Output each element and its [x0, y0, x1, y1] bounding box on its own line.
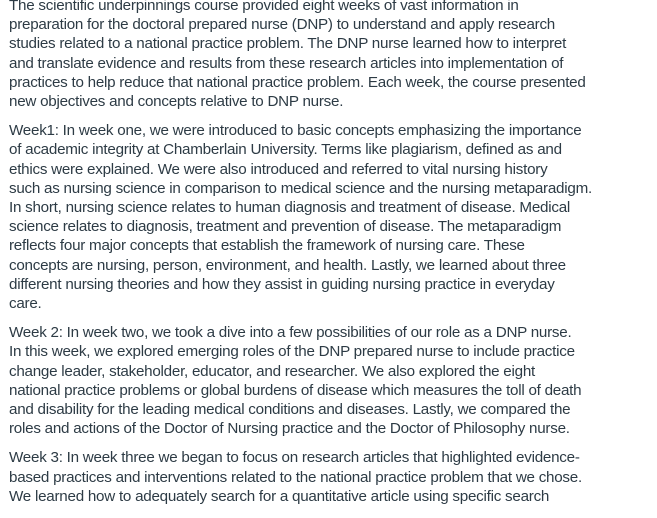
- text-line: ethics were explained. We were also introduced and referred to vital nursing history: [9, 160, 548, 178]
- text-line: We learned how to adequately search for a quantitative article using specific search: [9, 487, 550, 505]
- text-line: Week 2: In week two, we took a dive into a few possibilities of our role as a DNP nurse.: [9, 324, 572, 342]
- text-line: national practice problems or global burdens of disease which measures the toll of death: [9, 381, 582, 399]
- week3-paragraph: [9, 448, 651, 506]
- text-line: reflects four major concepts that establish the framework of nursing care. These: [9, 237, 525, 255]
- text-line: care.: [9, 295, 42, 313]
- text-line: different nursing theories and how they assist in guiding nursing practice in everyday: [9, 275, 555, 293]
- text-line: studies related to a national practice problem. The DNP nurse learned how to interpret: [9, 35, 567, 53]
- text-line: change leader, stakeholder, educator, and researcher. We also explored the eight: [9, 362, 535, 380]
- text-line: and translate evidence and results from these research articles into implementation of: [9, 54, 564, 72]
- week1-paragraph: [9, 121, 651, 313]
- text-line: and disability for the leading medical conditions and diseases. Lastly, we compared the: [9, 401, 571, 419]
- text-line: such as nursing science in comparison to medical science and the nursing metaparadigm.: [9, 179, 592, 197]
- text-line: The scientific underpinnings course provided eight weeks of vast information in: [9, 0, 519, 14]
- week2-paragraph: [9, 323, 651, 438]
- text-line: Week1: In week one, we were introduced to basic concepts emphasizing the importance: [9, 122, 582, 140]
- text-line: In this week, we explored emerging roles of the DNP prepared nurse to include practice: [9, 343, 575, 361]
- text-line: preparation for the doctoral prepared nurse (DNP) to understand and apply research: [9, 16, 555, 34]
- text-line: practices to help reduce that national practice problem. Each week, the course presented: [9, 73, 586, 91]
- text-line: Week 3: In week three we began to focus on research articles that highlighted evidence-: [9, 449, 580, 467]
- text-line: roles and actions of the Doctor of Nursing practice and the Doctor of Philosophy nurse.: [9, 420, 570, 438]
- text-line: concepts are nursing, person, environment, and health. Lastly, we learned about three: [9, 256, 566, 274]
- text-line: science relates to diagnosis, treatment and prevention of disease. The metaparadigm: [9, 218, 562, 236]
- text-line: new objectives and concepts relative to DNP nurse.: [9, 93, 344, 111]
- intro-paragraph: [9, 0, 651, 111]
- text-line: In short, nursing science relates to human diagnosis and treatment of disease. Medical: [9, 199, 571, 217]
- text-line: of academic integrity at Chamberlain University. Terms like plagiarism, defined as and: [9, 141, 562, 159]
- text-line: based practices and interventions related to the national practice problem that we chose.: [9, 468, 582, 486]
